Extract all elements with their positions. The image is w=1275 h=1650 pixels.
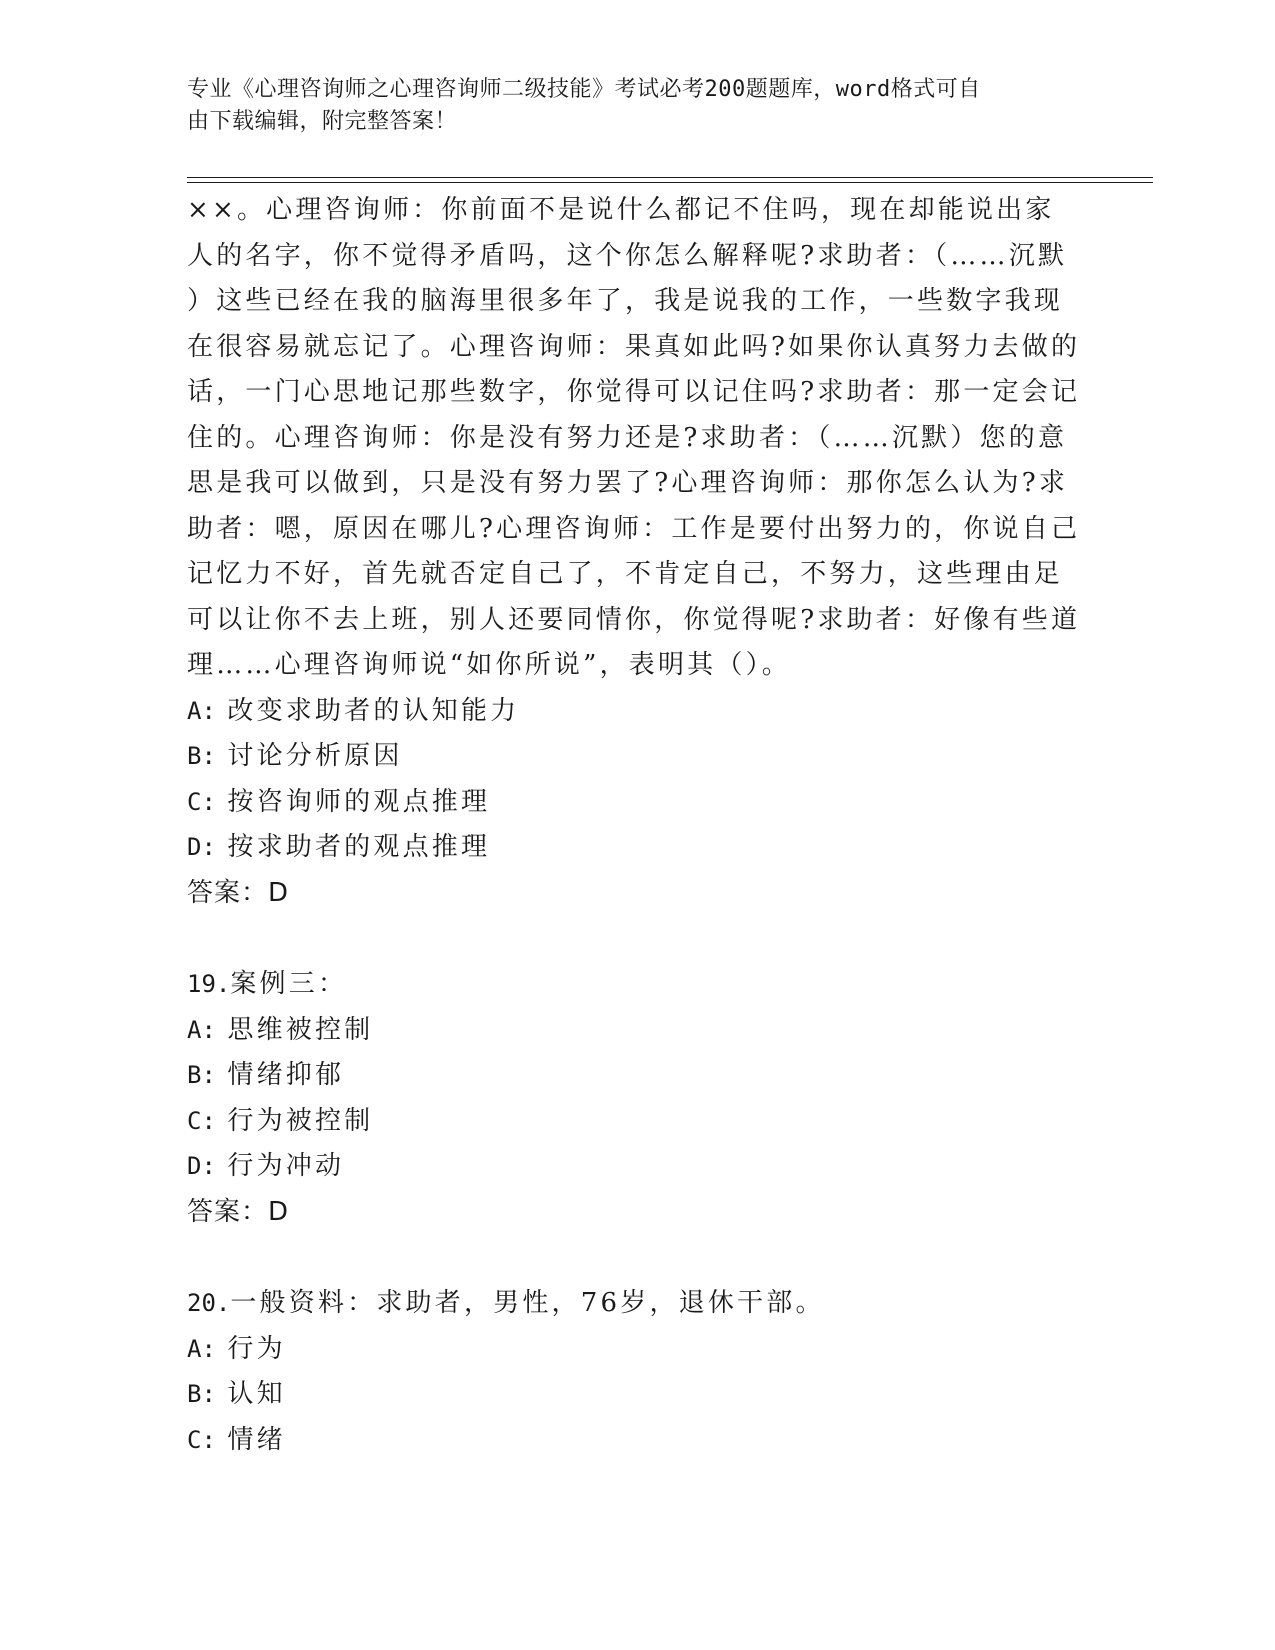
answer-line: 答案：D bbox=[187, 1196, 290, 1227]
answer-line: 答案：D bbox=[187, 877, 290, 908]
option-key: D: bbox=[187, 1152, 216, 1180]
option-a bbox=[187, 1327, 1087, 1373]
question-title bbox=[187, 1281, 1087, 1327]
option-key: B: bbox=[187, 1380, 216, 1408]
passage-line: 助者：嗯，原因在哪儿?心理咨询师：工作是要付出努力的，你说自己 bbox=[187, 513, 1081, 544]
question-number: 19. bbox=[187, 970, 231, 998]
option-d bbox=[187, 1144, 1087, 1190]
passage-line: 记忆力不好，首先就否定自己了，不肯定自己，不努力，这些理由足 bbox=[187, 559, 1064, 589]
question-18 bbox=[187, 188, 1087, 916]
option-text: 行为冲动 bbox=[227, 1151, 345, 1181]
option-key: B: bbox=[187, 1061, 216, 1089]
option-text: 改变求助者的认知能力 bbox=[227, 695, 520, 726]
header-rule-top bbox=[187, 177, 1153, 178]
option-key: C: bbox=[187, 1425, 216, 1454]
document-header bbox=[187, 74, 1077, 138]
option-b bbox=[187, 1053, 1087, 1099]
option-text: 认知 bbox=[227, 1379, 286, 1409]
passage-line: ）这些已经在我的脑海里很多年了，我是说我的工作，一些数字我现 bbox=[187, 286, 1064, 316]
header-line-1: 专业《心理咨询师之心理咨询师二级技能》考试必考200题题库，word格式可自 bbox=[187, 77, 981, 102]
option-text: 行为 bbox=[227, 1333, 286, 1364]
option-text: 按求助者的观点推理 bbox=[227, 832, 491, 862]
option-key: A: bbox=[187, 1334, 216, 1363]
passage-line: 人的名字，你不觉得矛盾吗，这个你怎么解释呢?求助者：（……沉默 bbox=[187, 240, 1068, 271]
option-key: D: bbox=[187, 833, 216, 861]
option-c bbox=[187, 1418, 1087, 1464]
option-c bbox=[187, 780, 1087, 826]
option-a bbox=[187, 689, 1087, 735]
option-text: 情绪抑郁 bbox=[227, 1060, 345, 1090]
option-key: C: bbox=[187, 787, 216, 816]
passage-line: 思是我可以做到，只是没有努力罢了?心理咨询师：那你怎么认为?求 bbox=[187, 468, 1069, 498]
passage-line: 可以让你不去上班，别人还要同情你，你觉得呢?求助者：好像有些道 bbox=[187, 604, 1081, 635]
question-passage bbox=[187, 188, 1087, 689]
option-b bbox=[187, 734, 1087, 780]
passage-line: 住的。心理咨询师：你是没有努力还是?求助者：（……沉默）您的意 bbox=[187, 422, 1068, 453]
question-text: 案例三： bbox=[230, 969, 348, 999]
option-b bbox=[187, 1372, 1087, 1418]
question-text: 一般资料：求助者，男性，76岁，退休干部。 bbox=[230, 1288, 825, 1318]
option-text: 讨论分析原因 bbox=[227, 741, 403, 771]
option-key: C: bbox=[187, 1106, 216, 1135]
option-text: 思维被控制 bbox=[227, 1014, 374, 1045]
header-line-2: 由下载编辑，附完整答案！ bbox=[187, 109, 458, 134]
question-spacer bbox=[187, 916, 1087, 962]
option-text: 行为被控制 bbox=[227, 1105, 374, 1136]
option-d bbox=[187, 825, 1087, 871]
option-c bbox=[187, 1099, 1087, 1145]
passage-line: 在很容易就忘记了。心理咨询师：果真如此吗?如果你认真努力去做的 bbox=[187, 331, 1081, 362]
question-title bbox=[187, 962, 1087, 1008]
option-a bbox=[187, 1008, 1087, 1054]
option-text: 按咨询师的观点推理 bbox=[227, 786, 491, 817]
option-text: 情绪 bbox=[227, 1424, 286, 1455]
document-body bbox=[187, 188, 1087, 1463]
option-key: A: bbox=[187, 696, 216, 725]
question-20 bbox=[187, 1281, 1087, 1463]
question-number: 20. bbox=[187, 1289, 231, 1317]
question-spacer bbox=[187, 1235, 1087, 1281]
passage-line: 理……心理咨询师说“如你所说”，表明其（）。 bbox=[187, 650, 791, 680]
passage-line: 话，一门心思地记那些数字，你觉得可以记住吗?求助者：那一定会记 bbox=[187, 377, 1081, 407]
header-rule-bottom bbox=[187, 182, 1153, 183]
question-19 bbox=[187, 962, 1087, 1235]
option-key: B: bbox=[187, 742, 216, 770]
option-key: A: bbox=[187, 1015, 216, 1044]
passage-line: ××。心理咨询师：你前面不是说什么都记不住吗，现在却能说出家 bbox=[187, 195, 1055, 225]
